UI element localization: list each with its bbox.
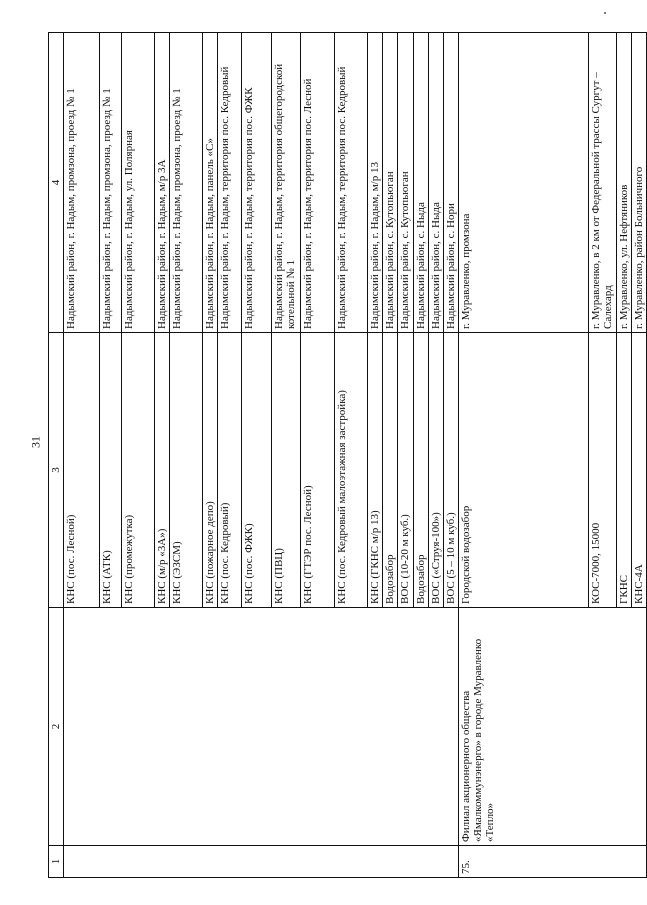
address-cell: Надымский район, г. Надым, ул. Полярная [122,33,155,333]
address-cell: Надымский район, г. Надым, территория пос. ФЖК [242,33,272,333]
facility-cell: КНС (АТК) [100,333,122,608]
organization-cell [64,608,459,846]
facility-cell: КНС (м/р «3А») [155,333,170,608]
rotated-table-page [48,33,645,878]
facility-cell: КНС (промежутка) [122,333,155,608]
row-number-cell: 75. [458,846,646,878]
facilities-table [48,32,647,878]
address-cell: Надымский район, г. Надым, м/р 13 [368,33,383,333]
facility-cell: КНС (ЭЗСМ) [170,333,203,608]
address-cell: Надымский район, с. Ныда [413,33,428,333]
address-cell: Надымский район, с. Нори [443,33,458,333]
organization-cell: Филиал акционерного общества «Ямалкоммунэнерго» в городе Муравленко «Тепло» [458,608,646,846]
facility-cell: КНС (пожарное депо) [203,333,218,608]
table-row [458,33,588,878]
facility-cell: КНС-4А [631,333,646,608]
facility-cell: КНС (пос. ФЖК) [242,333,272,608]
address-cell: Надымский район, г. Надым, м/р 3А [155,33,170,333]
header-cell: 2 [49,608,64,846]
facility-cell: ВОС (5 – 10 м куб.) [443,333,458,608]
address-cell: Надымский район, с. Ныда [428,33,443,333]
address-cell: Надымский район, г. Надым, территория пос. Лесной [301,33,335,333]
facility-cell: ГКНС [616,333,631,608]
address-cell: Надымский район, г. Надым, панель «С» [203,33,218,333]
address-cell: г. Муравленко, район Больничного [631,33,646,333]
address-cell: Надымский район, г. Надым, территория пос. Кедровый [335,33,368,333]
address-cell: Надымский район, г. Надым, территория пос. Кедровый [218,33,242,333]
facility-cell: КНС (ГТЭР пос. Лесной) [301,333,335,608]
facility-cell: Городской водозабор [458,333,588,608]
address-cell: г. Муравленко, промзона [458,33,588,333]
address-cell: г. Муравленко, ул. Нефтяников [616,33,631,333]
address-cell: Надымский район, г. Надым, территория общегородской котельной № 1 [272,33,301,333]
facility-cell: КНС (пос. Кедровый малоэтажная застройка) [335,333,368,608]
facility-cell: КНС (ПВЦ) [272,333,301,608]
header-cell: 3 [49,333,64,608]
header-cell: 1 [49,846,64,878]
address-cell: г. Муравленко, в 2 км от Федеральной трассы Сургут – Салехард [588,33,616,333]
facility-cell: КНС (пос. Лесной) [64,333,100,608]
header-cell: 4 [49,33,64,333]
facility-cell: КНС (ГКНС м/р 13) [368,333,383,608]
facility-cell: Водозабор [383,333,398,608]
facility-cell: КНС (пос. Кедровый) [218,333,242,608]
facility-cell: ВОС («Струя-100») [428,333,443,608]
address-cell: Надымский район, г. Надым, промзона, проезд № 1 [64,33,100,333]
table-header-row [49,33,64,878]
address-cell: Надымский район, с. Кутопьюган [383,33,398,333]
page-number: 31 [28,436,43,448]
address-cell: Надымский район, с. Кутопьюган [398,33,413,333]
scan-speck [604,12,606,14]
facility-cell: КОС-7000, 15000 [588,333,616,608]
facility-cell: Водозабор [413,333,428,608]
address-cell: Надымский район, г. Надым, промзона, проезд № 1 [170,33,203,333]
row-number-cell [64,846,459,878]
facility-cell: ВОС (10-20 м куб.) [398,333,413,608]
address-cell: Надымский район, г. Надым, промзона, проезд № 1 [100,33,122,333]
table-row [64,33,100,878]
